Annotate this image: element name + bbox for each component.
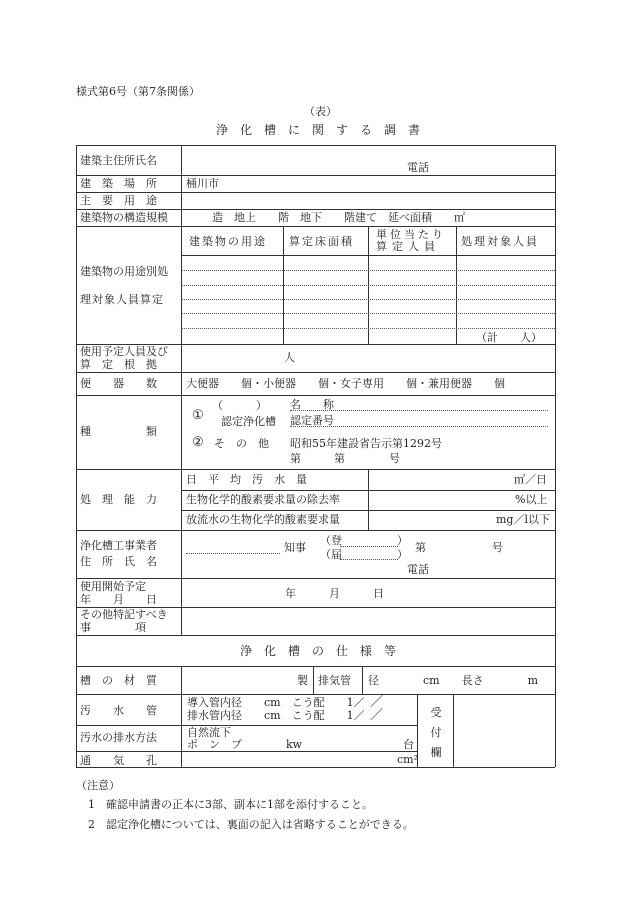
col-target: 処理対象人員 (461, 235, 539, 248)
kind-1-cert-no: 認定番号 (290, 414, 334, 427)
owner-tel: 電話 (407, 161, 429, 174)
total-count: （計 人） (476, 331, 542, 344)
kind-1-paren: （ ） (212, 399, 267, 412)
other-label-1: その他特記すべき (80, 608, 168, 621)
exhaust-value: 径 cm 長さ m (368, 674, 539, 687)
planned-label-1: 使用予定人員及び (80, 345, 168, 358)
notes-heading: （注意） (76, 779, 120, 792)
document-title: 浄 化 槽 に 関 す る 調 書 (216, 123, 421, 137)
natural-flow: 自然流下 (187, 726, 231, 739)
discharge-label: 汚水の排水方法 (80, 731, 157, 744)
start-label-2: 年 月 日 (80, 593, 157, 606)
use-label: 主 要 用 途 (80, 194, 157, 207)
vent-unit: cm² (397, 753, 419, 766)
start-date: 年 月 日 (285, 587, 384, 600)
vent-label: 通 気 孔 (80, 754, 157, 767)
side-label: （表） (304, 105, 337, 118)
material-unit: 製 (297, 674, 308, 687)
calc-label-2: 理対象人員算定 (80, 293, 164, 306)
kind-1-name: 名 称 (290, 398, 334, 411)
contractor-governor: 知事 (284, 541, 306, 554)
receipt-column: 受付欄 (430, 706, 442, 759)
material-label: 槽 の 材 質 (80, 674, 157, 687)
site-label: 建 築 場 所 (80, 177, 157, 190)
note-2: 2 認定浄化槽については、裏面の記入は省略することができる。 (88, 818, 414, 831)
pump: ポ ン プ kw (187, 738, 303, 751)
site-value: 桶川市 (186, 177, 219, 190)
planned-unit: 人 (284, 351, 295, 364)
contractor-registered: （登 (320, 534, 342, 547)
other-label-2: 事 項 (80, 621, 146, 634)
owner-label: 建築主住所氏名 (80, 154, 157, 167)
start-label-1: 使用開始予定 (80, 580, 146, 593)
cap-3-unit: mg／l以下 (496, 513, 550, 526)
toilet-label: 便 器 数 (80, 377, 157, 390)
col-use: 建築物の用途 (189, 235, 267, 248)
kind-1-number: ① (192, 408, 204, 423)
structure-label: 建築物の構造規模 (80, 211, 168, 224)
kind-2-notice: 昭和55年建設省告示第1292号 (290, 437, 442, 450)
cap-2-label: 生物化学的酸素要求量の除去率 (186, 493, 340, 506)
planned-label-2: 算 定 根 拠 (80, 358, 157, 371)
cap-2-unit: %以上 (515, 493, 548, 506)
structure-value: 造 地上 階 地下 階建て 延べ面積 ㎡ (212, 211, 465, 224)
pump-unit: 台 (403, 738, 414, 751)
kind-2-clause: 第 第 号 (290, 452, 400, 465)
note-1: 1 確認申請書の正本に3部、副本に1部を添付すること。 (88, 798, 373, 811)
col-unit-1: 単位当たり (376, 228, 446, 241)
inlet-pipe: 導入管内径 cm こう配 1／ (187, 696, 365, 709)
col-area: 算定床面積 (289, 235, 354, 248)
capacity-label: 処 理 能 力 (80, 493, 157, 506)
kind-2-text: そ の 他 (214, 437, 269, 450)
outlet-pipe: 排水管内径 cm こう配 1／ (187, 709, 365, 722)
kind-1-sub: 認定浄化槽 (221, 415, 276, 428)
contractor-tel: 電話 (407, 563, 429, 576)
kind-2-number: ② (192, 435, 204, 450)
kind-label: 種 類 (80, 425, 157, 438)
sewage-label: 汚 水 管 (80, 704, 157, 717)
contractor-notified: （届 (320, 548, 342, 561)
contractor-number: 第 号 (415, 541, 503, 554)
calc-label-1: 建築物の用途別処 (80, 265, 168, 278)
spec-title: 浄 化 槽 の 仕 様 等 (240, 644, 397, 658)
exhaust-label: 排気管 (318, 674, 351, 687)
form-number: 様式第6号（第7条関係） (76, 85, 200, 98)
toilet-value: 大便器 個・小便器 個・女子専用 個・兼用便器 個 (186, 377, 505, 390)
cap-1-label: 日 平 均 汚 水 量 (186, 473, 307, 486)
cap-1-unit: ㎥／日 (514, 473, 547, 486)
contractor-label-1: 浄化槽工事業者 (80, 539, 157, 552)
col-unit-2: 算定人員 (376, 240, 440, 253)
contractor-label-2: 住 所 氏 名 (80, 555, 157, 568)
cap-3-label: 放流水の生物化学的酸素要求量 (186, 513, 340, 526)
